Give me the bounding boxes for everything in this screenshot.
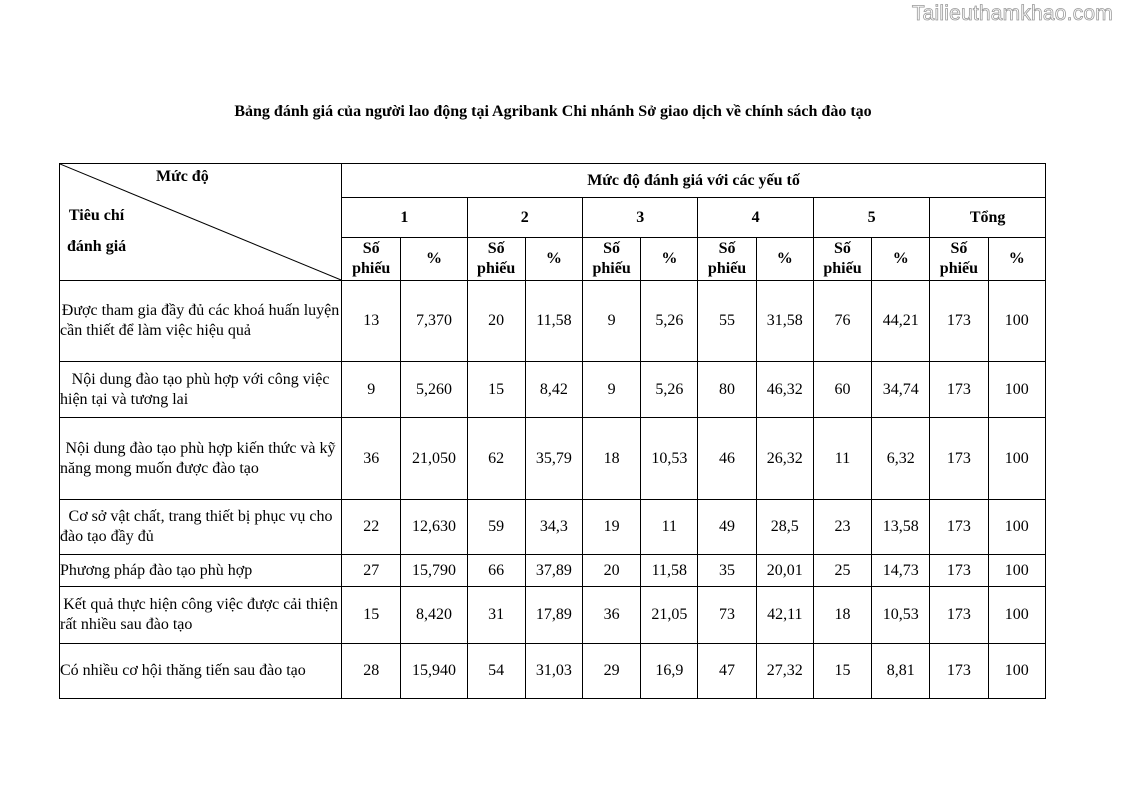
data-cell: 11,58 bbox=[525, 281, 582, 362]
data-cell: 173 bbox=[930, 281, 988, 362]
sub-header-count-line1: Số bbox=[603, 240, 621, 257]
data-cell: 35 bbox=[698, 555, 756, 587]
data-cell: 31 bbox=[467, 587, 525, 644]
data-cell: 9 bbox=[342, 362, 401, 418]
data-cell: 6,32 bbox=[872, 418, 930, 500]
data-cell: 5,26 bbox=[641, 281, 698, 362]
criterion-cell: Được tham gia đầy đủ các khoá huấn luyện cần thiết để làm việc hiệu quả bbox=[60, 281, 342, 362]
data-cell: 21,050 bbox=[401, 418, 467, 500]
data-cell: 34,74 bbox=[872, 362, 930, 418]
data-cell: 42,11 bbox=[756, 587, 813, 644]
data-cell: 100 bbox=[988, 587, 1045, 644]
sub-header-count-line2: phiếu bbox=[939, 260, 979, 277]
data-cell: 173 bbox=[930, 587, 988, 644]
data-cell: 73 bbox=[698, 587, 756, 644]
data-cell: 46 bbox=[698, 418, 756, 500]
data-cell: 100 bbox=[988, 500, 1045, 555]
data-cell: 13,58 bbox=[872, 500, 930, 555]
data-cell: 60 bbox=[813, 362, 871, 418]
data-cell: 34,3 bbox=[525, 500, 582, 555]
data-cell: 35,79 bbox=[525, 418, 582, 500]
data-cell: 11,58 bbox=[641, 555, 698, 587]
sub-header-percent: % bbox=[988, 238, 1045, 281]
data-cell: 10,53 bbox=[872, 587, 930, 644]
data-cell: 173 bbox=[930, 500, 988, 555]
data-cell: 100 bbox=[988, 281, 1045, 362]
sub-header-percent: % bbox=[401, 238, 467, 281]
data-cell: 25 bbox=[813, 555, 871, 587]
data-cell: 26,32 bbox=[756, 418, 813, 500]
sub-header-count bbox=[698, 238, 756, 281]
data-cell: 20 bbox=[467, 281, 525, 362]
level-header-5: 5 bbox=[813, 198, 929, 238]
data-cell: 8,81 bbox=[872, 644, 930, 699]
data-cell: 14,73 bbox=[872, 555, 930, 587]
data-cell: 10,53 bbox=[641, 418, 698, 500]
data-cell: 15 bbox=[813, 644, 871, 699]
data-cell: 55 bbox=[698, 281, 756, 362]
corner-header-cell bbox=[60, 164, 342, 281]
sub-header-count-line1: Số bbox=[487, 240, 505, 257]
sub-header-count-line1: Số bbox=[362, 240, 380, 257]
table-row bbox=[60, 281, 1046, 362]
level-header-2: 2 bbox=[467, 198, 582, 238]
table-row bbox=[60, 362, 1046, 418]
data-cell: 5,26 bbox=[641, 362, 698, 418]
data-cell: 100 bbox=[988, 644, 1045, 699]
criterion-cell: Nội dung đào tạo phù hợp kiến thức và kỹ năng mong muốn được đào tạo bbox=[60, 418, 342, 500]
data-cell: 9 bbox=[583, 362, 641, 418]
data-cell: 29 bbox=[583, 644, 641, 699]
data-cell: 20 bbox=[583, 555, 641, 587]
criterion-cell: Nội dung đào tạo phù hợp với công việc hiện tại và tương lai bbox=[60, 362, 342, 418]
data-cell: 21,05 bbox=[641, 587, 698, 644]
data-cell: 80 bbox=[698, 362, 756, 418]
level-header-total: Tổng bbox=[930, 198, 1046, 238]
sub-header-count bbox=[930, 238, 988, 281]
data-cell: 49 bbox=[698, 500, 756, 555]
criterion-cell: Có nhiều cơ hội thăng tiến sau đào tạo bbox=[60, 644, 342, 699]
evaluation-table bbox=[59, 163, 1046, 699]
data-cell: 7,370 bbox=[401, 281, 467, 362]
data-cell: 18 bbox=[813, 587, 871, 644]
data-cell: 11 bbox=[813, 418, 871, 500]
table-row bbox=[60, 587, 1046, 644]
data-cell: 22 bbox=[342, 500, 401, 555]
data-cell: 100 bbox=[988, 418, 1045, 500]
data-cell: 44,21 bbox=[872, 281, 930, 362]
table-row bbox=[60, 555, 1046, 587]
data-cell: 15,940 bbox=[401, 644, 467, 699]
table-row bbox=[60, 500, 1046, 555]
sub-header-count-line1: Số bbox=[718, 240, 736, 257]
data-cell: 11 bbox=[641, 500, 698, 555]
header-row-1 bbox=[60, 164, 1046, 198]
data-cell: 62 bbox=[467, 418, 525, 500]
data-cell: 36 bbox=[342, 418, 401, 500]
data-cell: 15,790 bbox=[401, 555, 467, 587]
data-cell: 76 bbox=[813, 281, 871, 362]
sub-header-count-line2: phiếu bbox=[592, 260, 631, 277]
sub-header-count-line1: Số bbox=[834, 240, 851, 257]
data-cell: 16,9 bbox=[641, 644, 698, 699]
watermark: Tailieuthamkhao.com bbox=[911, 2, 1113, 25]
table-row bbox=[60, 418, 1046, 500]
data-cell: 28 bbox=[342, 644, 401, 699]
data-cell: 9 bbox=[583, 281, 641, 362]
data-cell: 54 bbox=[467, 644, 525, 699]
data-cell: 46,32 bbox=[756, 362, 813, 418]
data-cell: 8,420 bbox=[401, 587, 467, 644]
data-cell: 23 bbox=[813, 500, 871, 555]
data-cell: 100 bbox=[988, 555, 1045, 587]
data-cell: 173 bbox=[930, 644, 988, 699]
criterion-cell: Phương pháp đào tạo phù hợp bbox=[60, 555, 342, 587]
sub-header-percent: % bbox=[641, 238, 698, 281]
criterion-cell: Kết quả thực hiện công việc được cải thiện rất nhiều sau đào tạo bbox=[60, 587, 342, 644]
level-header-1: 1 bbox=[342, 198, 467, 238]
data-cell: 173 bbox=[930, 418, 988, 500]
data-cell: 12,630 bbox=[401, 500, 467, 555]
table-title: Bảng đánh giá của người lao động tại Agribank Chi nhánh Sở giao dịch về chính sách đào tạo bbox=[234, 103, 872, 120]
data-cell: 59 bbox=[467, 500, 525, 555]
sub-header-count bbox=[583, 238, 641, 281]
data-cell: 37,89 bbox=[525, 555, 582, 587]
corner-label-criteria-line2: đánh giá bbox=[67, 238, 127, 255]
data-cell: 173 bbox=[930, 555, 988, 587]
data-cell: 36 bbox=[583, 587, 641, 644]
data-cell: 20,01 bbox=[756, 555, 813, 587]
data-cell: 17,89 bbox=[525, 587, 582, 644]
data-cell: 5,260 bbox=[401, 362, 467, 418]
sub-header-count bbox=[813, 238, 871, 281]
data-cell: 13 bbox=[342, 281, 401, 362]
sub-header-count-line1: Số bbox=[950, 240, 968, 257]
data-cell: 100 bbox=[988, 362, 1045, 418]
sub-header-count bbox=[342, 238, 401, 281]
sub-header-count-line2: phiếu bbox=[352, 260, 391, 277]
sub-header-count bbox=[467, 238, 525, 281]
level-header-3: 3 bbox=[583, 198, 698, 238]
level-header-4: 4 bbox=[698, 198, 813, 238]
sub-header-count-line2: phiếu bbox=[477, 260, 516, 277]
data-cell: 28,5 bbox=[756, 500, 813, 555]
corner-label-level: Mức độ bbox=[156, 168, 209, 185]
data-cell: 15 bbox=[342, 587, 401, 644]
data-cell: 27,32 bbox=[756, 644, 813, 699]
data-cell: 18 bbox=[583, 418, 641, 500]
data-cell: 31,03 bbox=[525, 644, 582, 699]
sub-header-percent: % bbox=[756, 238, 813, 281]
corner-label-criteria bbox=[67, 200, 126, 262]
criterion-cell: Cơ sở vật chất, trang thiết bị phục vụ cho đào tạo đầy đủ bbox=[60, 500, 342, 555]
data-cell: 19 bbox=[583, 500, 641, 555]
corner-label-criteria-line1: Tiêu chí bbox=[68, 207, 125, 224]
data-cell: 47 bbox=[698, 644, 756, 699]
sub-header-count-line2: phiếu bbox=[823, 260, 862, 277]
data-cell: 15 bbox=[467, 362, 525, 418]
sub-header-count-line2: phiếu bbox=[707, 260, 747, 277]
data-cell: 8,42 bbox=[525, 362, 582, 418]
table-row bbox=[60, 644, 1046, 699]
sub-header-percent: % bbox=[525, 238, 582, 281]
data-cell: 31,58 bbox=[756, 281, 813, 362]
sub-header-percent: % bbox=[872, 238, 930, 281]
data-cell: 66 bbox=[467, 555, 525, 587]
data-cell: 27 bbox=[342, 555, 401, 587]
data-cell: 173 bbox=[930, 362, 988, 418]
group-header: Mức độ đánh giá với các yếu tố bbox=[342, 164, 1046, 198]
